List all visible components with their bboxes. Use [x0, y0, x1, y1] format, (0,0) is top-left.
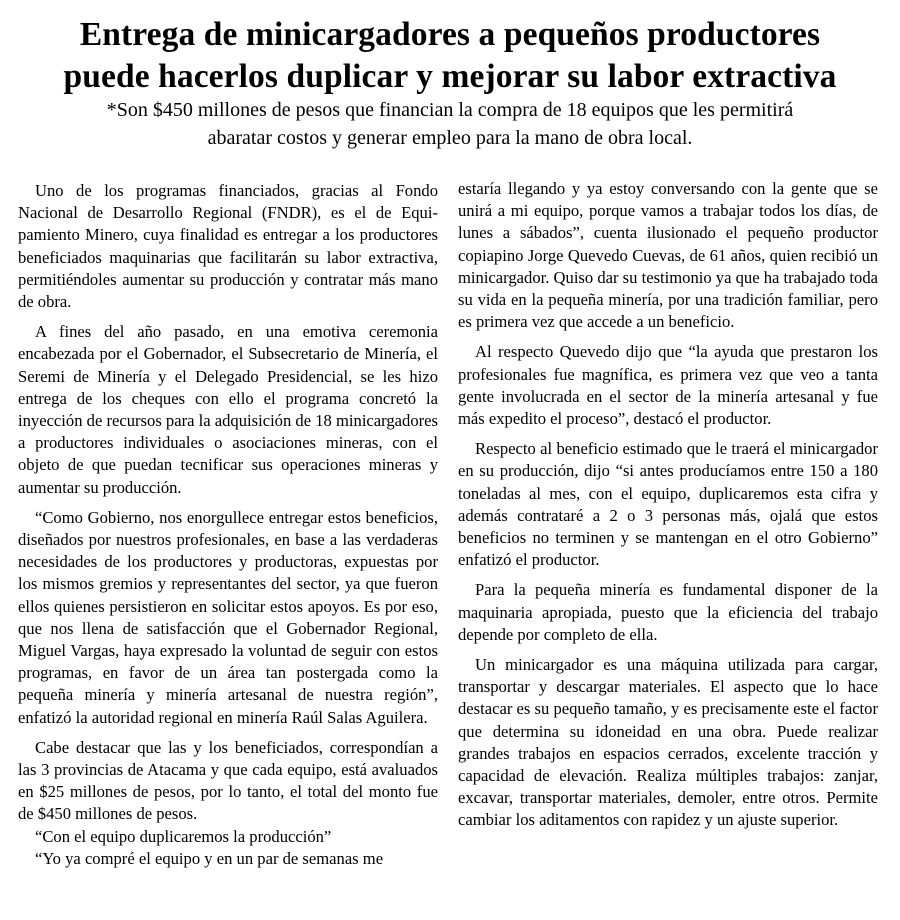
- headline-line-1: Entrega de minicargadores a pequeños productores: [79, 16, 821, 53]
- subheadline: [20, 96, 880, 152]
- headline: [10, 14, 890, 98]
- subheadline-line-2: abaratar costos y generar empleo para la mano de obra local.: [207, 127, 693, 149]
- paragraph: Al respecto Quevedo dijo que “la ayuda que prestaron los profesionales fue magnífica, es primera vez que veo a tanta gente involucrada en el sector de la minería artesanal y fue más expedito el proceso”, destacó el productor.: [458, 342, 878, 429]
- paragraph: Para la pequeña minería es fundamental disponer de la maquinaria apropiada, puesto que la eficiencia del trabajo depende por completo de ella.: [458, 580, 878, 644]
- paragraph-continued: estaría llegando y ya estoy conversando con la gente que se unirá a mi equipo, porque vamos a trabajar todos los días, de lunes a sábados”, cuenta ilusionado el pequeño productor copiapino Jorge Quevedo Cuevas, de 61 años, quien recibió un minicargador. Quiso dar su testimonio ya que ha trabajado toda su vida en la pequeña minería, por una tradición familiar, pero es primera vez que accede a un beneficio.: [458, 179, 878, 332]
- paragraph: A fines del año pasado, en una emotiva ceremonia encabezada por el Gobernador, el Subsecretario de Minería, el Seremi de Minería y el Delegado Presidencial, se les hizo entrega de los cheques con ello el programa concretó la inyección de recursos para la adquisición de 18 minicargadores a productores individuales o asociaciones mineras, con el objeto de que puedan tecnificar sus operaciones mineras y aumentar su producción.: [18, 322, 438, 497]
- paragraph: Un minicargador es una máquina utilizada para cargar, transportar y descargar materiales. El aspecto que lo hace destacar es su pequeño tamaño, y es precisamente este el factor que determina su idoneidad en una obra. Puede realizar grandes trabajos en espacios cerrados, excelente tracción y capacidad de elevación. Realiza múltiples trabajos: zanjar, excavar, transportar materiales, demoler, entre otros. Permite cambiar los aditamentos con rapidez y un ajuste superior.: [458, 655, 878, 830]
- left-column: [18, 180, 438, 870]
- paragraph: “Yo ya compré el equipo y en un par de semanas me: [35, 848, 384, 868]
- paragraph: Cabe destacar que las y los beneficiados, correspondían a las 3 provincias de Atacama y que cada equipo, está avaluados en $25 millones de pesos, por lo tanto, el total del monto fue de $450 millones de pesos.: [18, 737, 438, 824]
- paragraph: Uno de los programas financiados, gracias al Fondo Nacional de Desarrollo Regional (FNDR), es el de Equipamiento Minero, cuya finalidad es entregar a los productores beneficiados maquinarias que facilitarán su labor extractiva, permitiéndoles aumentar su producción y contratar más mano de obra.: [18, 181, 438, 312]
- paragraph: “Como Gobierno, nos enorgullece entregar estos beneficios, diseñados por nuestros profesionales, en base a las verdaderas necesidades de los productores y productoras, expuestas por los mismos gremios y representantes del sector, ya que fueron ellos quienes persistieron en solicitar estos apoyos. Es por eso, que nos llena de satisfacción que el Gobernador Regional, Miguel Vargas, haya expresado la voluntad de seguir con estos programas, en favor de un área tan postergada como la pequeña minería y minería artesanal de nuestra región”, enfatizó la autoridad regional en minería Raúl Salas Aguilera.: [18, 507, 438, 727]
- headline-line-2: puede hacerlos duplicar y mejorar su labor extractiva: [63, 58, 837, 95]
- right-column: [458, 178, 878, 840]
- subheadline-line-1: *Son $450 millones de pesos que financian la compra de 18 equipos que les permitirá: [106, 99, 794, 121]
- paragraph: Respecto al beneficio estimado que le traerá el minicargador en su producción, dijo “si antes producíamos entre 150 a 180 toneladas al mes, con el equipo, duplicaremos esta cifra y además contrataré a 2 o 3 personas más, ojalá que estos beneficios no terminen y se mantengan en el otro Gobierno” enfatizó el productor.: [458, 439, 878, 570]
- section-quote-heading: “Con el equipo duplicaremos la producción”: [35, 826, 332, 846]
